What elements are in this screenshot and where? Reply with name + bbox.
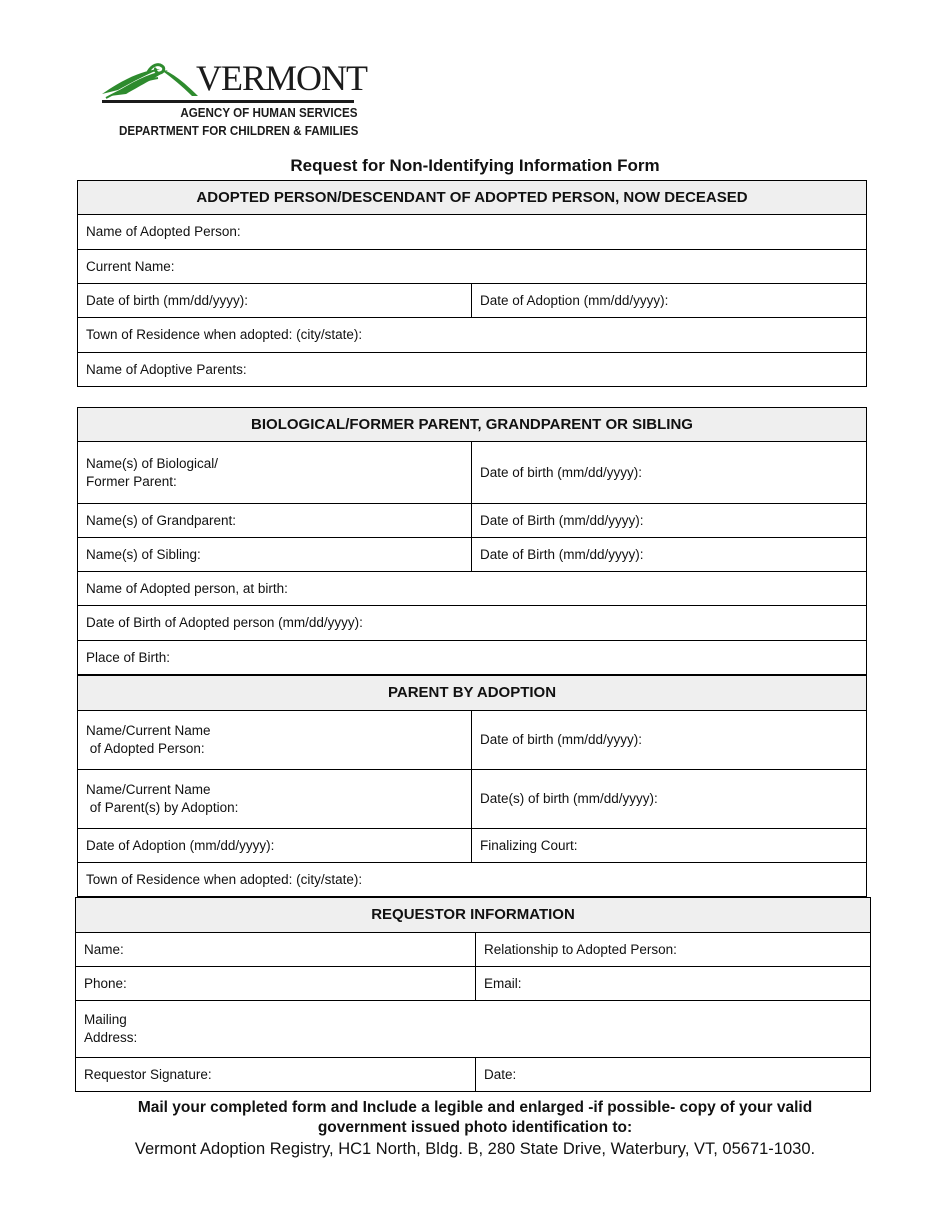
registry-address: Vermont Adoption Registry, HC1 North, Bldg. B, 280 State Drive, Waterbury, VT, 05671-1030. bbox=[134, 1140, 816, 1158]
section-header: ADOPTED PERSON/DESCENDANT OF ADOPTED PERSON, NOW DECEASED bbox=[78, 181, 867, 215]
adoptive-parents-field[interactable]: Name of Adoptive Parents: bbox=[78, 353, 867, 387]
mailing-instructions bbox=[0, 1098, 950, 1138]
logo-department: DEPARTMENT FOR CHILDREN & FAMILIES bbox=[118, 124, 358, 138]
logo-rule bbox=[102, 100, 354, 103]
field-label-line1: Name/Current Name bbox=[86, 782, 211, 797]
section-header: BIOLOGICAL/FORMER PARENT, GRANDPARENT OR SIBLING bbox=[78, 408, 867, 442]
biological-parent-dob-field[interactable]: Date of birth (mm/dd/yyyy): bbox=[472, 442, 867, 504]
adopted-name-at-birth-field[interactable]: Name of Adopted person, at birth: bbox=[78, 572, 867, 606]
adopted-person-name-field[interactable] bbox=[78, 711, 472, 770]
mailing-address-field[interactable] bbox=[76, 1001, 871, 1058]
section-adopted-person bbox=[77, 180, 867, 387]
relationship-field[interactable]: Relationship to Adopted Person: bbox=[476, 933, 871, 967]
mailing-instructions-line1: Mail your completed form and Include a legible and enlarged -if possible- copy of your valid bbox=[137, 1099, 813, 1116]
town-of-residence-field[interactable]: Town of Residence when adopted: (city/state): bbox=[78, 318, 867, 353]
sibling-name-field[interactable]: Name(s) of Sibling: bbox=[78, 538, 472, 572]
field-label-line2: of Parent(s) by Adoption: bbox=[86, 800, 239, 815]
adopted-dob-field[interactable]: Date of Birth of Adopted person (mm/dd/yyyy): bbox=[78, 606, 867, 641]
place-of-birth-field[interactable]: Place of Birth: bbox=[78, 641, 867, 675]
town-of-residence-field[interactable]: Town of Residence when adopted: (city/state): bbox=[78, 863, 867, 897]
field-label-line2: Address: bbox=[84, 1030, 138, 1045]
mountain-logo-icon bbox=[88, 56, 208, 104]
grandparent-name-field[interactable]: Name(s) of Grandparent: bbox=[78, 504, 472, 538]
finalizing-court-field[interactable]: Finalizing Court: bbox=[472, 829, 867, 863]
field-label-line2: of Adopted Person: bbox=[86, 741, 205, 756]
requestor-signature-field[interactable]: Requestor Signature: bbox=[76, 1058, 476, 1092]
email-field[interactable]: Email: bbox=[476, 967, 871, 1001]
requestor-name-field[interactable]: Name: bbox=[76, 933, 476, 967]
field-label-line1: Mailing bbox=[84, 1012, 127, 1027]
vermont-logo bbox=[88, 56, 367, 140]
phone-field[interactable]: Phone: bbox=[76, 967, 476, 1001]
grandparent-dob-field[interactable]: Date of Birth (mm/dd/yyyy): bbox=[472, 504, 867, 538]
mailing-instructions-line2: government issued photo identification to: bbox=[317, 1119, 633, 1136]
section-requestor-information bbox=[75, 897, 871, 1092]
sibling-dob-field[interactable]: Date of Birth (mm/dd/yyyy): bbox=[472, 538, 867, 572]
field-label-line1: Name/Current Name bbox=[86, 723, 211, 738]
biological-parent-name-field[interactable] bbox=[78, 442, 472, 504]
date-of-adoption-field[interactable]: Date of Adoption (mm/dd/yyyy): bbox=[472, 284, 867, 318]
section-biological-family bbox=[77, 407, 867, 675]
adopted-person-dob-field[interactable]: Date of birth (mm/dd/yyyy): bbox=[472, 711, 867, 770]
date-of-birth-field[interactable]: Date of birth (mm/dd/yyyy): bbox=[78, 284, 472, 318]
signature-date-field[interactable]: Date: bbox=[476, 1058, 871, 1092]
date-of-adoption-field[interactable]: Date of Adoption (mm/dd/yyyy): bbox=[78, 829, 472, 863]
page-title: Request for Non-Identifying Information Form bbox=[290, 156, 660, 175]
name-of-adopted-person-field[interactable]: Name of Adopted Person: bbox=[78, 215, 867, 250]
section-header: REQUESTOR INFORMATION bbox=[76, 898, 871, 933]
parents-by-adoption-dob-field[interactable]: Date(s) of birth (mm/dd/yyyy): bbox=[472, 770, 867, 829]
section-header: PARENT BY ADOPTION bbox=[78, 676, 867, 711]
field-label-line1: Name(s) of Biological/ bbox=[86, 455, 219, 471]
parents-by-adoption-name-field[interactable] bbox=[78, 770, 472, 829]
logo-agency: AGENCY OF HUMAN SERVICES bbox=[180, 106, 358, 120]
current-name-field[interactable]: Current Name: bbox=[78, 250, 867, 284]
section-parent-by-adoption bbox=[77, 675, 867, 897]
logo-state-name: VERMONT bbox=[196, 58, 367, 98]
field-label-line2: Former Parent: bbox=[86, 473, 177, 489]
